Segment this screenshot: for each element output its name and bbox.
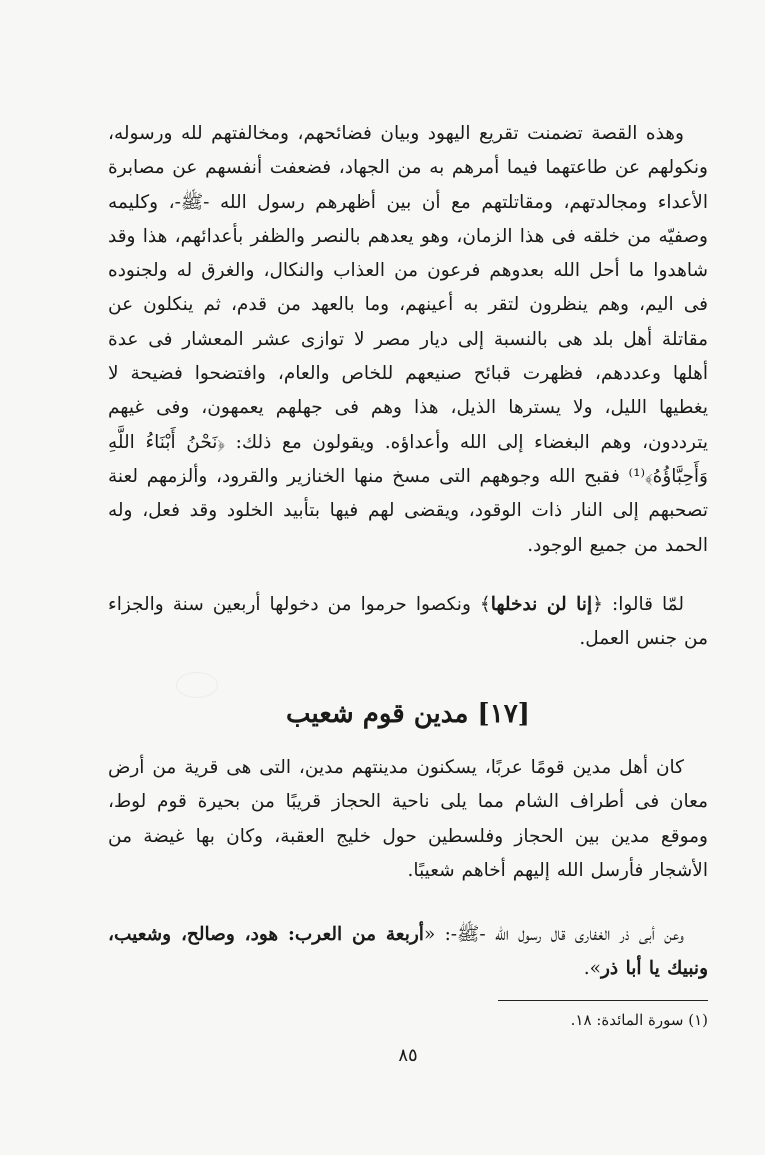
paragraph-2-prefix: لمّا قالوا: ﴿ [592,594,684,615]
paragraph-1-text: وهذه القصة تضمنت تقريع اليهود وبيان فضائحهم، ومخالفتهم لله ورسوله، ونكولهم عن طاعتهما فيما أمرهم به من الجهاد، فضعفت أنفسهم عن مصابرة الأعداء ومجالدتهم، ومقاتلتهم مع أن بين أظهرهم رسول الله -ﷺ-، وكليمه وصفيّه من خلقه فى هذا الزمان، وهو يعدهم بالنصر والظفر بأعدائهم، هذا وقد شاهدوا ما أحل الله بعدوهم فرعون من العذاب والنكال، والغرق له ولجنوده فى اليم، وهم ينظرون لتقر به أعينهم، وما بالعهد من قدم، ثم ينكلون عن مقاتلة أهل بلد هى بالنسبة إلى ديار مصر لا توازى عشر المعشار فى عدة أهلها وعددهم، فظهرت قبائح صنيعهم للخاص والعام، وافتضحوا فضيحة لا يغطيها الليل، ولا يسترها الذيل، هذا وهم فى جهلهم يعمهون، وفى غيهم يترددون، وهم البغضاء إلى الله وأعداؤه. ويقولون مع ذلك: ﴿نَحْنُ أَبْنَاءُ اللَّهِ وَأَحِبَّاؤُهُ﴾⁽¹⁾ فقبح الله وجوههم التى مسخ منها الخنازير والقرود، وألزمهم لعنة تصحبهم إلى النار ذات الوقود، ويقضى لهم فيها بتأبيد الخلود وقد فعل، وله الحمد من جميع الوجود. [108,123,708,556]
paragraph-4-suffix: ». [583,958,601,980]
paragraph-2-suffix: ﴾ ونكصوا حرموا من دخولها أربعين سنة والجزاء من جنس العمل. [108,594,708,650]
paragraph-4-prefix: وعن أبى ذر الغفارى قال رسول الله -ﷺ-: « [423,924,684,945]
paragraph-1 [108,117,708,563]
paragraph-3 [108,751,708,888]
hadith-quote: أربعة من العرب: هود، وصالح، وشعيب، ونبيك يا أبا ذر [108,924,708,980]
paragraph-4 [108,918,708,987]
footnote: (١) سورة المائدة: ١٨. [570,1011,708,1029]
section-heading: [١٧] مدين قوم شعيب [286,699,530,729]
page-number: ٨٥ [398,1045,418,1066]
quran-quote: إنا لن ندخلها [490,594,593,615]
paragraph-3-text: كان أهل مدين قومًا عربًا، يسكنون مدينتهم مدين، التى هى قرية من أرض معان فى أطراف الشام مما يلى ناحية الحجاز قريبًا من بحيرة قوم لوط، وموقع مدين بين الحجاز وفلسطين حول خليج العقبة، وكان بها غيضة من الأشجار فأرسل الله إليهم أخاهم شعيبًا. [108,757,708,881]
footnote-divider [498,1000,708,1001]
paragraph-2 [108,588,708,657]
